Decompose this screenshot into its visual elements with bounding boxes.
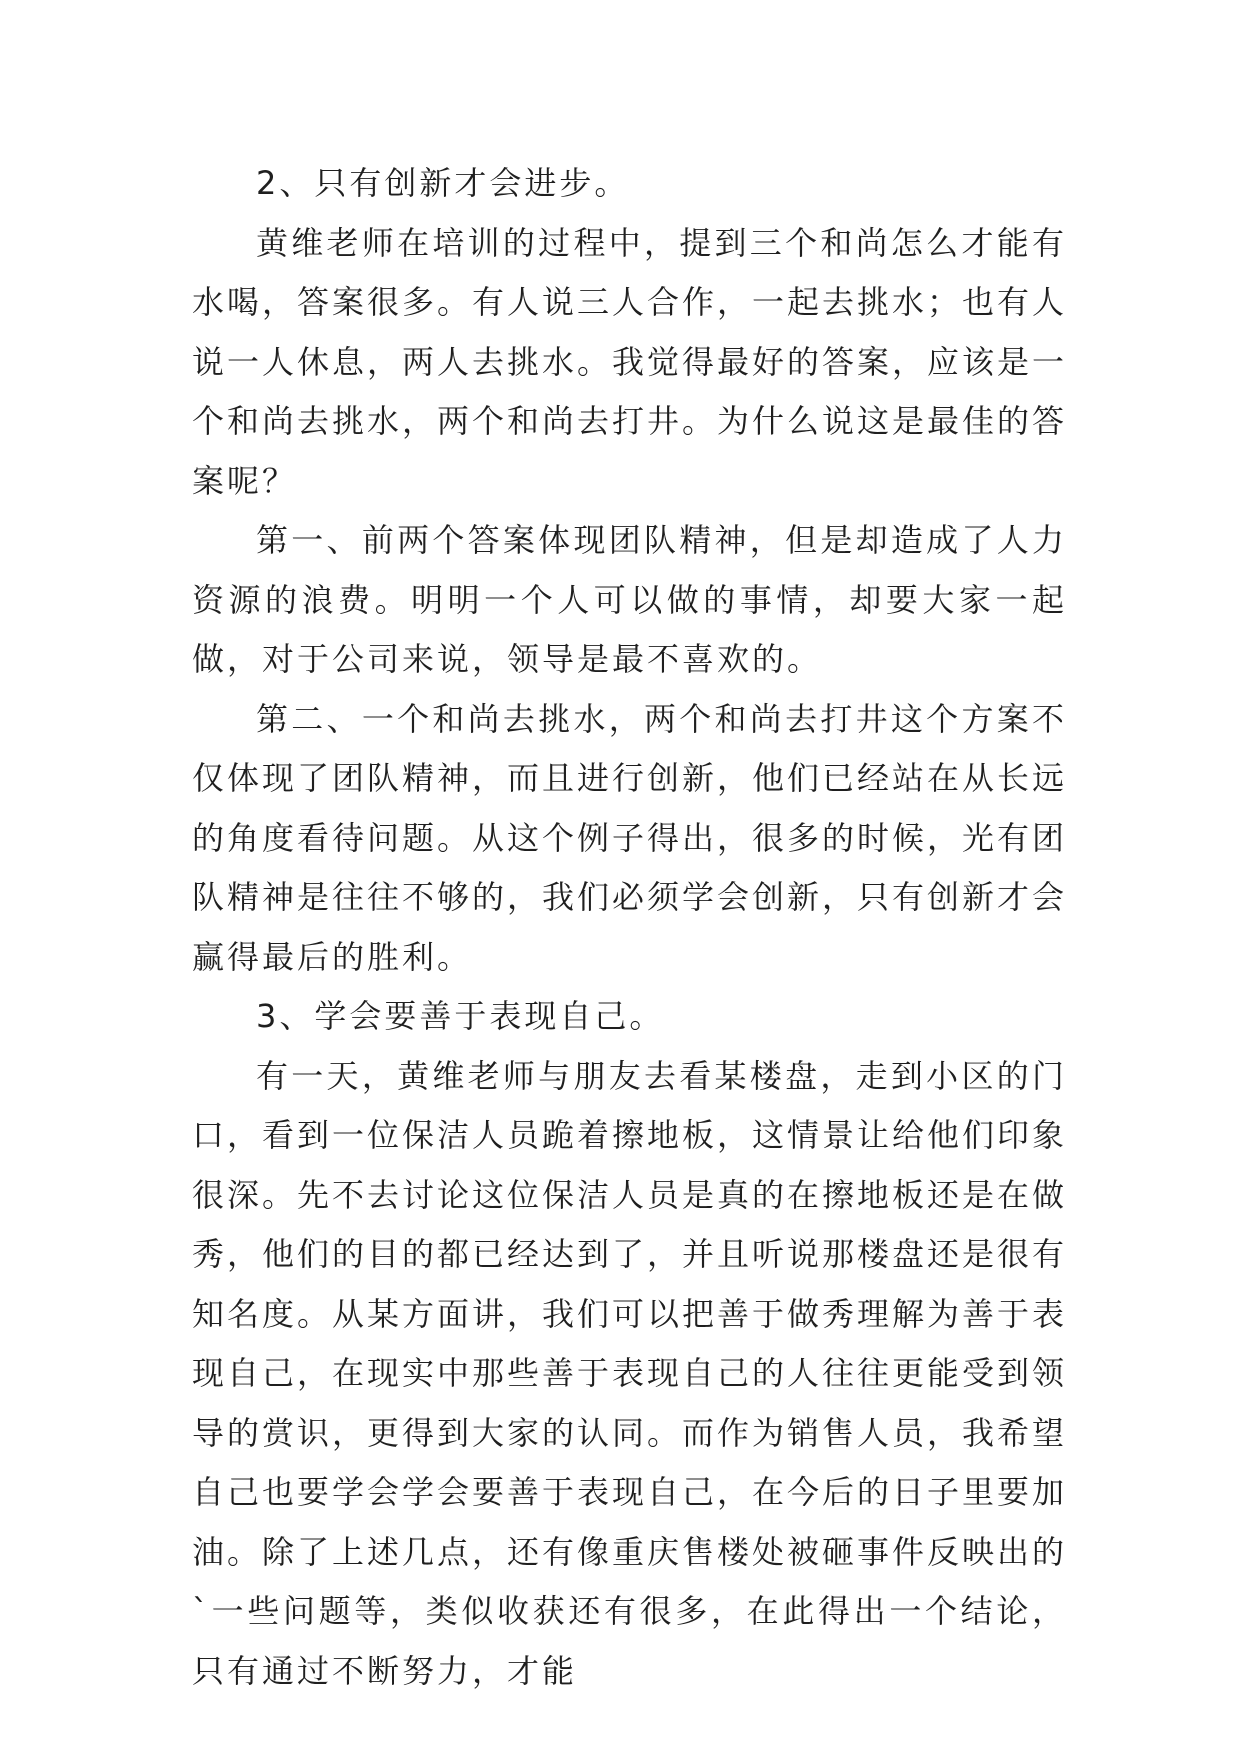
paragraph-cleaner-story: 有一天，黄维老师与朋友去看某楼盘，走到小区的门口，看到一位保洁人员跪着擦地板，这情景让给他们印象很深。先不去讨论这位保洁人员是真的在擦地板还是在做秀，他们的目的都已经达到了，并且听说那楼盘还是很有知名度。从某方面讲，我们可以把善于做秀理解为善于表现自己，在现实中那些善于表现自己的人往往更能受到领导的赏识，更得到大家的认同。而作为销售人员，我希望自己也要学会学会要善于表现自己，在今后的日子里要加油。除了上述几点，还有像重庆售楼处被砸事件反映出的`一些问题等，类似收获还有很多，在此得出一个结论，只有通过不断努力，才能 [192, 1056, 1068, 1690]
heading-innovation: 2、只有创新才会进步。 [256, 164, 630, 202]
heading-self-expression: 3、学会要善于表现自己。 [256, 997, 665, 1035]
paragraph-second-point: 第二、一个和尚去挑水，两个和尚去打井这个方案不仅体现了团队精神，而且进行创新，他们已经站在从长远的角度看待问题。从这个例子得出，很多的时候，光有团队精神是往往不够的，我们必须学会创新，只有创新才会赢得最后的胜利。 [192, 699, 1068, 976]
body-text [192, 154, 1067, 1701]
paragraph-three-monks: 黄维老师在培训的过程中，提到三个和尚怎么才能有水喝，答案很多。有人说三人合作，一起去挑水；也有人说一人休息，两人去挑水。我觉得最好的答案，应该是一个和尚去挑水，两个和尚去打井。为什么说这是最佳的答案呢？ [192, 223, 1068, 500]
paragraph-first-point: 第一、前两个答案体现团队精神，但是却造成了人力资源的浪费。明明一个人可以做的事情，却要大家一起做，对于公司来说，领导是最不喜欢的。 [192, 521, 1067, 678]
